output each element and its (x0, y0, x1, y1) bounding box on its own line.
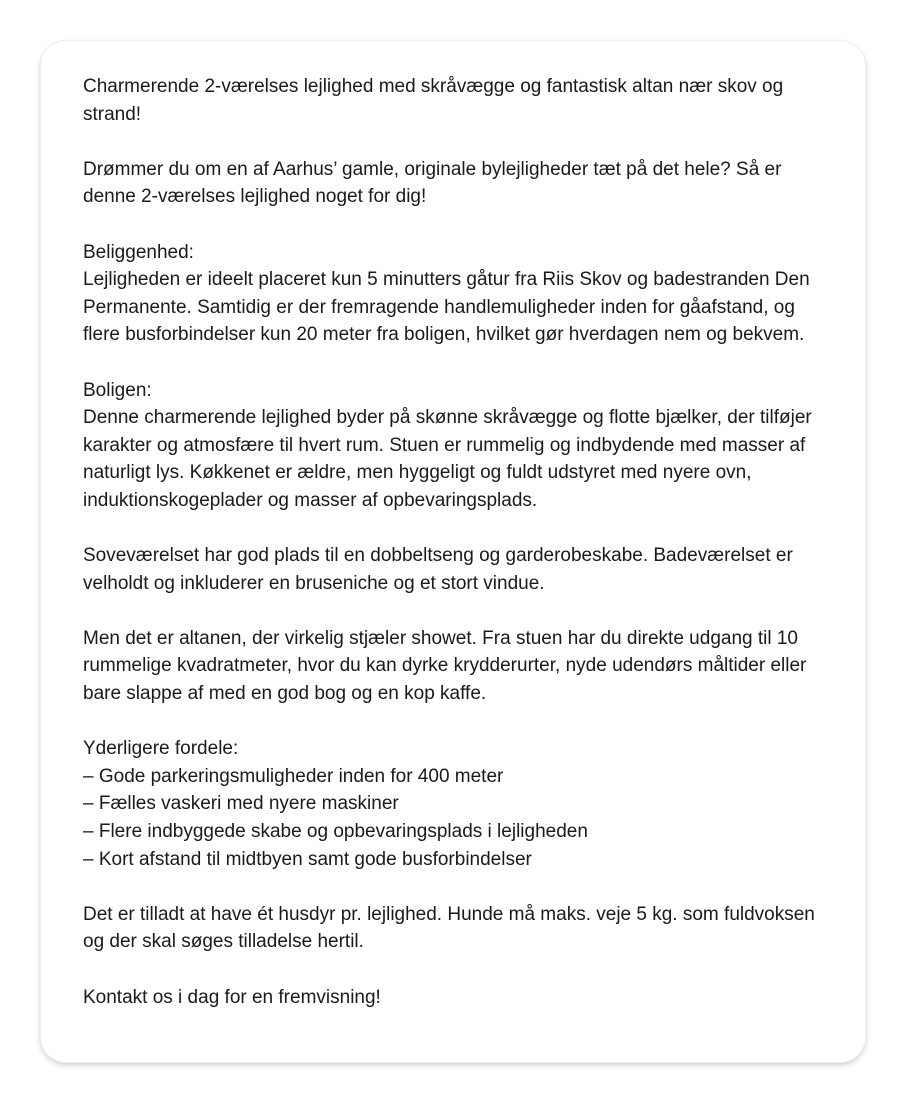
benefits-heading: Yderligere fordele: (83, 738, 239, 760)
benefit-item: – Fælles vaskeri med nyere maskiner (83, 793, 399, 815)
contact-cta: Kontakt os i dag for en fremvisning! (83, 986, 381, 1008)
spacer (83, 708, 825, 736)
listing-intro: Drømmer du om en af Aarhus’ gamle, originale bylejligheder tæt på det hele? Så er denne 2-værelses lejlighed noget for dig! (83, 158, 782, 208)
home-text: Denne charmerende lejlighed byder på skønne skråvægge og flotte bjælker, der tilføjer karakter og atmosfære til hvert rum. Stuen er rummelig og indbydende med masser af naturligt lys. Køkkenet er ældre, men hyggeligt og fuldt udstyret med nyere ovn, induktionskogeplader og masser af opbevaringsplads. (83, 407, 812, 511)
spacer (83, 349, 825, 377)
bedroom-text: Soveværelset har god plads til en dobbeltseng og garderobeskabe. Badeværelset er velholdt og inkluderer en bruseniche og et stort vindue. (83, 545, 793, 594)
spacer (83, 597, 825, 625)
balcony-text: Men det er altanen, der virkelig stjæler showet. Fra stuen har du direkte udgang til 10 rummelige kvadratmeter, hvor du kan dyrke krydderurter, nyde udendørs måltider eller bare slappe af med en god bog og en kop kaffe. (83, 627, 807, 705)
benefit-item: – Kort afstand til midtbyen samt gode busforbindelser (83, 848, 532, 870)
spacer (83, 128, 825, 156)
spacer (83, 515, 825, 543)
location-text: Lejligheden er ideelt placeret kun 5 minutters gåtur fra Riis Skov og badestranden Den Permanente. Samtidig er der fremragende handlemuligheder inden for gåafstand, og flere busforbindelser kun 20 meter fra boligen, hvilket gør hverdagen nem og bekvem. (83, 269, 810, 346)
benefit-item: – Flere indbyggede skabe og opbevaringsplads i lejligheden (83, 821, 588, 843)
home-section (83, 377, 825, 515)
location-heading: Beliggenhed: (83, 241, 194, 263)
spacer (83, 873, 825, 901)
benefit-item: – Gode parkeringsmuligheder inden for 400 meter (83, 765, 504, 787)
spacer (83, 956, 825, 984)
listing-headline: Charmerende 2-værelses lejlighed med skråvægge og fantastisk altan nær skov og strand! (83, 76, 784, 125)
benefits-section (83, 735, 825, 873)
location-section (83, 239, 825, 349)
spacer (83, 211, 825, 239)
pets-text: Det er tilladt at have ét husdyr pr. lejlighed. Hunde må maks. veje 5 kg. som fuldvoksen og der skal søges tilladelse hertil. (83, 903, 815, 953)
listing-card (40, 40, 866, 1063)
home-heading: Boligen: (83, 379, 152, 401)
